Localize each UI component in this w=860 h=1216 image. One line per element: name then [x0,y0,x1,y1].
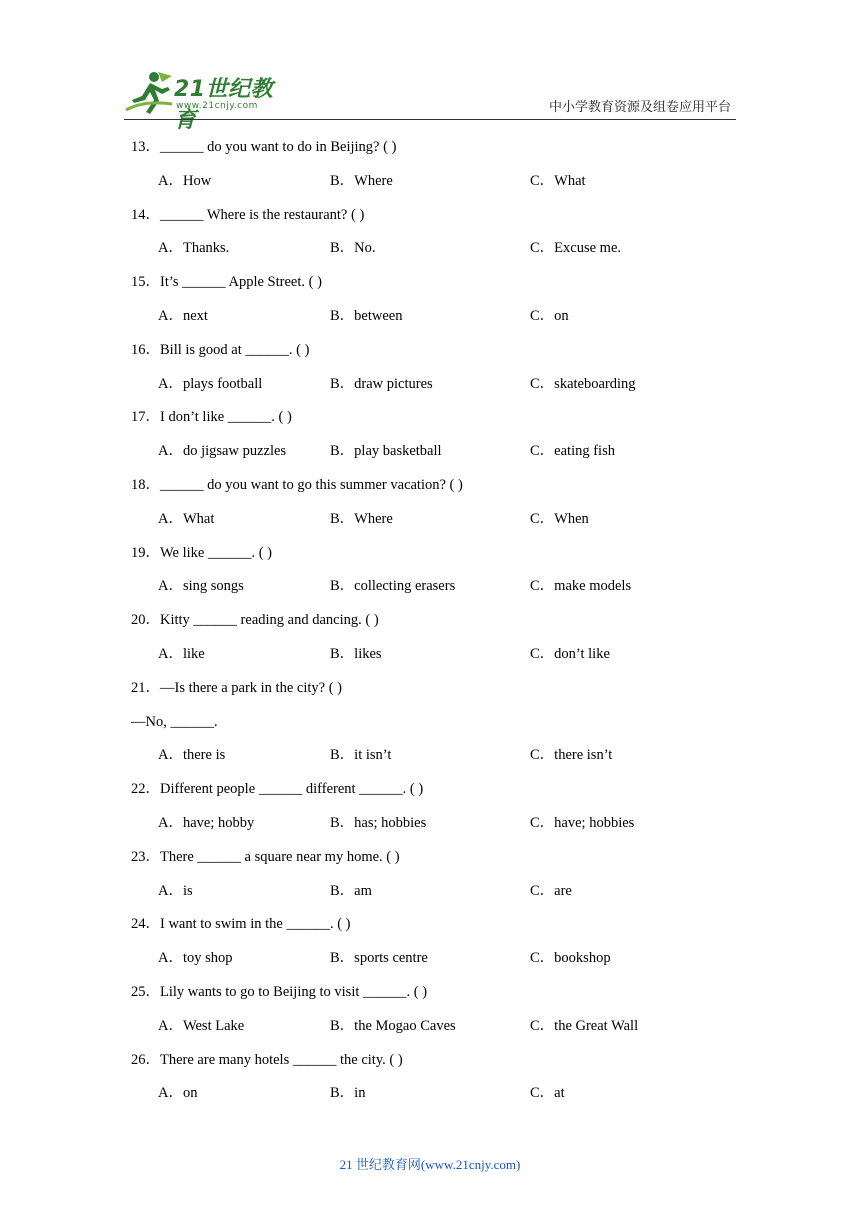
question-stem: 16．Bill is good at ______. ( ) [131,341,310,358]
option-a: A．Thanks. [158,240,230,257]
option-b: B．Where [330,510,393,527]
question-options [131,812,751,846]
option-b: B．collecting erasers [330,578,456,595]
question-stem: 20．Kitty ______ reading and dancing. ( ) [131,612,379,629]
option-a: A．toy shop [158,950,233,967]
option-b: B．No. [330,240,376,257]
logo-title: 21世纪教育 [174,77,274,133]
option-c: C．don’t like [530,645,610,662]
question-options [131,305,751,339]
option-c: C．bookshop [530,950,611,967]
question-stem: 13．______ do you want to do in Beijing? ( ) [131,139,397,155]
question-list [131,136,751,1116]
option-c: C．skateboarding [530,375,636,392]
option-a: A．next [158,307,208,324]
page-footer: 21 世纪教育网(www.21cnjy.com) [339,1157,521,1172]
option-b: B．in [330,1085,366,1102]
site-logo [124,70,294,133]
option-c: C．at [530,1085,565,1102]
option-b: B．it isn’t [330,747,392,764]
question-options [131,744,751,778]
question-stem: 23．There ______ a square near my home. ( ) [131,848,400,865]
option-b: B．between [330,307,403,324]
option-b: B．play basketball [330,443,442,460]
question-stem: 14．______ Where is the restaurant? ( ) [131,206,365,223]
option-c: C．have; hobbies [530,814,635,831]
question-stem: 19．We like ______. ( ) [131,544,272,561]
header-divider [124,119,736,120]
option-b: B．the Mogao Caves [330,1017,456,1034]
option-b: B．am [330,882,372,899]
option-a: A．is [158,882,193,899]
option-a: A．sing songs [158,578,244,595]
question-stem: 17．I don’t like ______. ( ) [131,409,292,426]
question-stem: 21．—Is there a park in the city? ( ) [131,679,342,696]
option-a: A．How [158,172,212,189]
option-a: A．on [158,1085,198,1102]
question-options [131,508,751,542]
question-stem: 26．There are many hotels ______ the city. ( ) [131,1051,403,1068]
option-a: A．have; hobby [158,814,255,831]
option-c: C．Excuse me. [530,240,622,257]
option-a: A．there is [158,747,226,764]
question-options [131,575,751,609]
option-c: C．When [530,510,589,527]
option-b: B．draw pictures [330,375,433,392]
option-c: C．the Great Wall [530,1017,639,1034]
question-stem: 22．Different people ______ different ______. ( ) [131,781,424,798]
question-options [131,947,751,981]
option-c: C．are [530,882,572,899]
question-stem: 24．I want to swim in the ______. ( ) [131,916,351,933]
option-a: A．What [158,510,215,527]
question-options [131,643,751,677]
question-answer-line: —No, ______. [131,713,218,730]
option-a: A．do jigsaw puzzles [158,443,287,460]
question-options [131,1082,751,1116]
header-platform-text: 中小学教育资源及组卷应用平台 [548,100,731,115]
option-b: B．Where [330,172,393,189]
option-c: C．What [530,172,586,189]
question-options [131,170,751,204]
logo-url: www.21cnjy.com [176,101,258,111]
option-c: C．make models [530,578,632,595]
option-a: A．like [158,645,205,662]
option-c: C．there isn’t [530,747,613,764]
question-options [131,373,751,407]
option-b: B．likes [330,645,382,662]
page-header [0,0,860,133]
runner-logo-icon [124,70,176,116]
question-options [131,237,751,271]
question-options [131,1015,751,1049]
question-options [131,880,751,914]
question-stem: 15．It’s ______ Apple Street. ( ) [131,274,322,291]
option-a: A．West Lake [158,1017,245,1034]
option-c: C．on [530,307,569,324]
question-options [131,440,751,474]
option-b: B．has; hobbies [330,814,427,831]
question-stem: 25．Lily wants to go to Beijing to visit ______. ( ) [131,983,428,1000]
option-a: A．plays football [158,375,263,392]
option-b: B．sports centre [330,950,428,967]
question-stem: 18．______ do you want to go this summer vacation? ( ) [131,476,463,493]
option-c: C．eating fish [530,443,615,460]
